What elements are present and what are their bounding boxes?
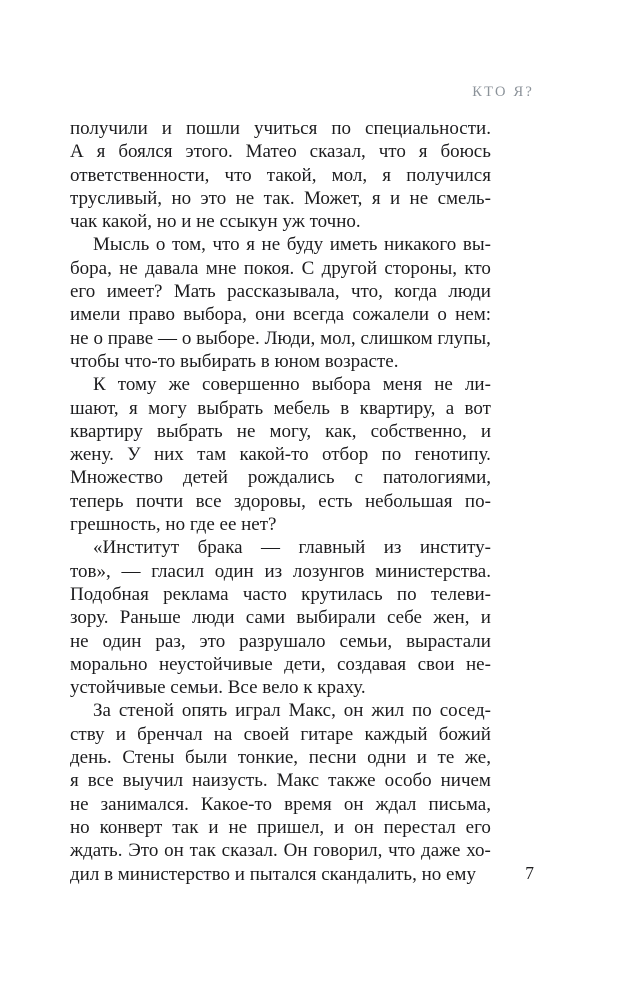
text-line: не о праве — о выборе. Люди, мол, слишком глупы, xyxy=(70,327,491,349)
page-number: 7 xyxy=(525,863,534,883)
text-line: квартиру выбрать не могу, как, собственно, и xyxy=(70,420,491,442)
text-line: чтобы что-то выбирать в юном возрасте. xyxy=(70,350,399,372)
text-line: А я боялся этого. Матео сказал, что я боюсь xyxy=(70,141,491,163)
text-line: Подобная реклама часто крутилась по телеви- xyxy=(70,583,491,605)
text-line: день. Стены были тонкие, песни одни и те же, xyxy=(70,747,491,769)
text-line: трусливый, но это не так. Может, я и не смель- xyxy=(70,187,491,209)
text-line: К тому же совершенно выбора меня не ли- xyxy=(93,374,491,396)
text-line: грешность, но где ее нет? xyxy=(70,514,277,536)
text-line: не занимался. Какое-то время он ждал письма, xyxy=(70,793,491,815)
text-line: ждать. Это он так сказал. Он говорил, что даже хо- xyxy=(70,840,491,862)
text-line: За стеной опять играл Макс, он жил по сосед- xyxy=(93,700,491,722)
text-line: но конверт так и не пришел, и он перестал его xyxy=(70,816,491,838)
text-line: чак какой, но и не ссыкун уж точно. xyxy=(70,211,361,233)
text-line: получили и пошли учиться по специальности. xyxy=(70,118,491,139)
text-line: его имеет? Мать рассказывала, что, когда люди xyxy=(70,281,491,303)
text-line: теперь почти все здоровы, есть небольшая по- xyxy=(70,490,491,512)
text-line: устойчивые семьи. Все вело к краху. xyxy=(70,677,366,699)
text-line: не один раз, это разрушало семьи, вырастали xyxy=(70,630,491,652)
text-block xyxy=(70,117,491,886)
text-line: морально неустойчивые дети, создавая свои не- xyxy=(70,653,491,675)
text-line: Множество детей рождались с патологиями, xyxy=(70,467,491,489)
text-line: зору. Раньше люди сами выбирали себе жен, и xyxy=(70,607,491,629)
text-line: ству и бренчал на своей гитаре каждый божий xyxy=(70,723,491,745)
text-line: ответственности, что такой, мол, я получился xyxy=(70,164,491,186)
text-line: имели право выбора, они всегда сожалели о нем: xyxy=(70,304,491,326)
text-line: жену. У них там какой-то отбор по генотипу. xyxy=(70,444,491,466)
running-head: КТО Я? xyxy=(472,84,534,100)
text-line: бора, не давала мне покоя. С другой стороны, кто xyxy=(70,257,491,279)
text-line: дил в министерство и пытался скандалить, но ему xyxy=(70,863,476,885)
text-line: шают, я могу выбрать мебель в квартиру, а вот xyxy=(70,397,491,419)
text-line: Мысль о том, что я не буду иметь никакого вы- xyxy=(93,234,491,256)
text-line: я все выучил наизусть. Макс также особо ничем xyxy=(70,770,491,792)
text-line: тов», — гласил один из лозунгов министерства. xyxy=(70,560,491,582)
text-line: «Институт брака — главный из институ- xyxy=(93,537,491,559)
